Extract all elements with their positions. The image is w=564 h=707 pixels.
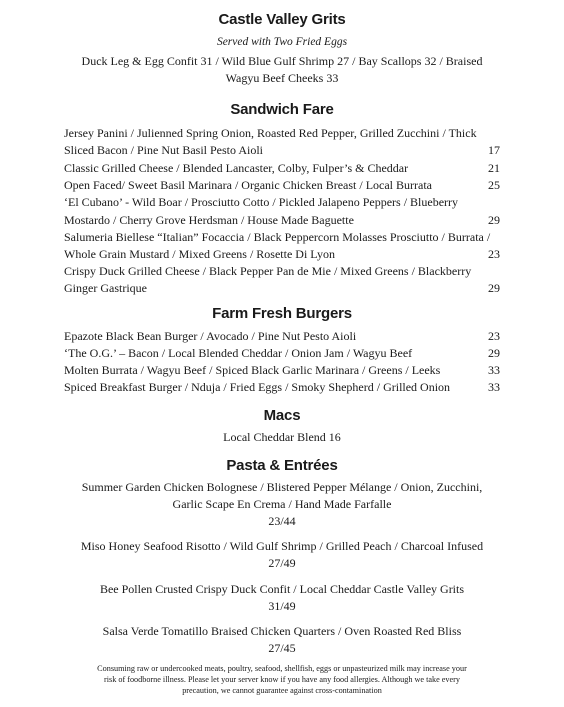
grits-subtitle: Served with Two Fried Eggs xyxy=(216,36,348,48)
grits-title: Castle Valley Grits xyxy=(218,11,346,28)
pasta-item-price: 27/49 xyxy=(268,556,296,570)
menu-item xyxy=(64,263,500,280)
item-text: Sliced Bacon / Pine Nut Basil Pesto Aioli xyxy=(64,143,263,157)
item-price: 29 xyxy=(488,346,500,360)
sandwich-title: Sandwich Fare xyxy=(230,101,334,118)
pasta-item-line: Salsa Verde Tomatillo Braised Chicken Quarters / Oven Roasted Red Bliss xyxy=(102,624,462,638)
pasta-item-line: Miso Honey Seafood Risotto / Wild Gulf Shrimp / Grilled Peach / Charcoal Infused xyxy=(80,539,484,553)
item-text: Jersey Panini / Julienned Spring Onion, Roasted Red Pepper, Grilled Zucchini / Thick xyxy=(64,126,477,140)
menu-item xyxy=(64,362,500,379)
disclaimer-line: risk of foodborne illness. Please let your server know if you have any food allergies. Although we take every xyxy=(104,675,460,684)
menu-item xyxy=(64,142,500,159)
disclaimer-line: precaution, we cannot guarantee against cross-contamination xyxy=(182,686,382,695)
menu-item xyxy=(64,160,500,177)
item-text: ‘El Cubano’ - Wild Boar / Prosciutto Cotto / Pickled Jalapeno Peppers / Blueberry xyxy=(64,195,459,209)
item-text: Whole Grain Mustard / Mixed Greens / Rosette Di Lyon xyxy=(64,247,335,261)
menu-item xyxy=(64,125,500,142)
item-price: 29 xyxy=(488,213,500,227)
item-text: Epazote Black Bean Burger / Avocado / Pine Nut Pesto Aioli xyxy=(64,329,357,343)
item-text: Spiced Breakfast Burger / Nduja / Fried Eggs / Smoky Shepherd / Grilled Onion xyxy=(64,380,451,394)
pasta-item-price: 23/44 xyxy=(268,514,296,528)
grits-line-2: Wagyu Beef Cheeks 33 xyxy=(225,71,339,85)
item-price: 23 xyxy=(488,329,500,343)
item-price: 23 xyxy=(488,247,500,261)
menu-item xyxy=(64,328,500,345)
item-price: 21 xyxy=(488,161,500,175)
item-price: 29 xyxy=(488,281,500,295)
item-price: 33 xyxy=(488,363,500,377)
item-text: ‘The O.G.’ – Bacon / Local Blended Cheddar / Onion Jam / Wagyu Beef xyxy=(64,346,413,360)
item-price: 33 xyxy=(488,380,500,394)
menu-item xyxy=(64,229,500,246)
pasta-item-line: Garlic Scape En Crema / Hand Made Farfalle xyxy=(172,497,392,511)
menu-item xyxy=(64,212,500,229)
burgers-title: Farm Fresh Burgers xyxy=(212,305,352,322)
item-text: Open Faced/ Sweet Basil Marinara / Organic Chicken Breast / Local Burrata xyxy=(64,178,432,192)
item-text: Salumeria Biellese “Italian” Focaccia / Black Peppercorn Molasses Prosciutto / Burrata / xyxy=(64,230,491,244)
macs-line: Local Cheddar Blend 16 xyxy=(223,430,341,444)
menu-item xyxy=(64,177,500,194)
item-text: Molten Burrata / Wagyu Beef / Spiced Black Garlic Marinara / Greens / Leeks xyxy=(64,363,441,377)
menu-item xyxy=(64,345,500,362)
pasta-item-price: 27/45 xyxy=(268,641,296,655)
grits-line-1: Duck Leg & Egg Confit 31 / Wild Blue Gulf Shrimp 27 / Bay Scallops 32 / Braised xyxy=(81,54,483,68)
pasta-item-line: Summer Garden Chicken Bolognese / Blistered Pepper Mélange / Onion, Zucchini, xyxy=(81,480,483,494)
menu-item xyxy=(64,194,500,211)
item-price: 17 xyxy=(488,143,500,157)
item-text: Mostardo / Cherry Grove Herdsman / House Made Baguette xyxy=(64,213,354,227)
pasta-item-line: Bee Pollen Crusted Crispy Duck Confit / Local Cheddar Castle Valley Grits xyxy=(99,582,465,596)
pasta-title: Pasta & Entrées xyxy=(226,457,338,474)
menu-item xyxy=(64,379,500,396)
macs-title: Macs xyxy=(263,407,301,424)
pasta-item-price: 31/49 xyxy=(268,599,296,613)
item-text: Ginger Gastrique xyxy=(64,281,147,295)
item-text: Crispy Duck Grilled Cheese / Black Pepper Pan de Mie / Mixed Greens / Blackberry xyxy=(64,264,472,278)
menu-item xyxy=(64,246,500,263)
disclaimer-line: Consuming raw or undercooked meats, poultry, seafood, shellfish, eggs or unpasteurized milk may increase your xyxy=(97,664,467,673)
item-price: 25 xyxy=(488,178,500,192)
item-text: Classic Grilled Cheese / Blended Lancaster, Colby, Fulper’s & Cheddar xyxy=(64,161,409,175)
menu-item xyxy=(64,280,500,297)
